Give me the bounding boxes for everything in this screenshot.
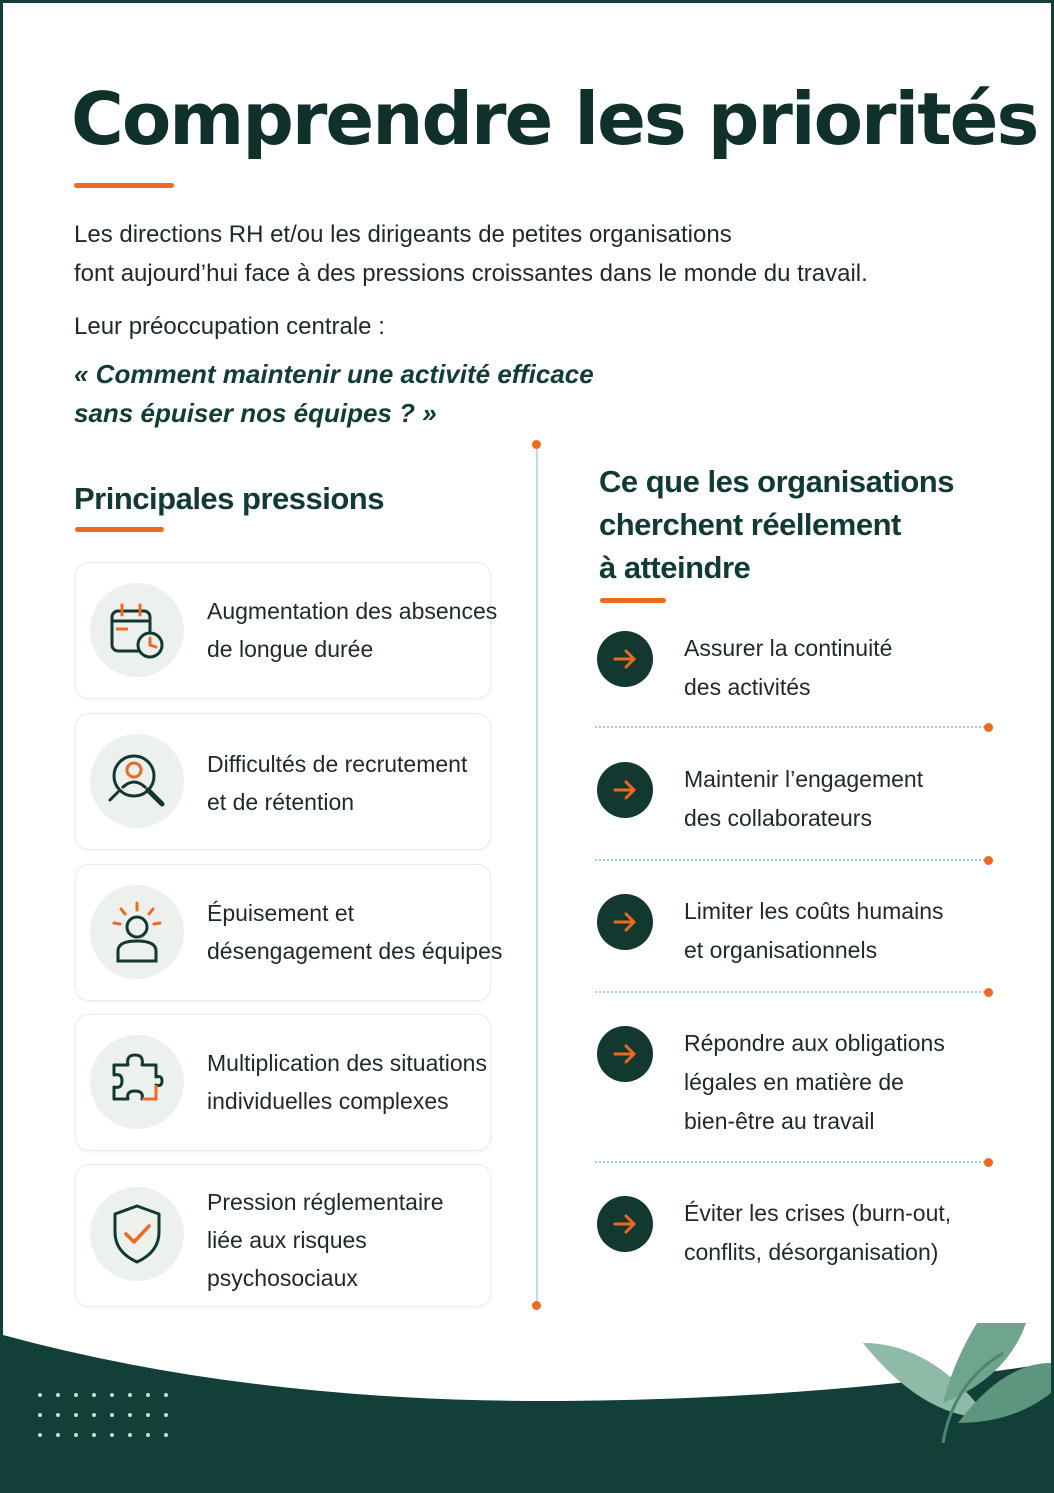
intro-line-2: font aujourd’hui face à des pressions croissantes dans le monde du travail. xyxy=(74,260,868,287)
goal-line: des activités xyxy=(684,674,811,700)
goal-text xyxy=(684,1024,945,1141)
calendar-clock-icon xyxy=(90,583,184,677)
shield-check-svg xyxy=(109,1202,165,1266)
page-title: Comprendre les priorités xyxy=(71,77,1038,161)
person-search-svg xyxy=(104,748,170,814)
pressure-line: Pression réglementaire xyxy=(207,1189,444,1215)
arrow-right-icon xyxy=(597,1196,653,1252)
concern-quote-line-1: « Comment maintenir une activité efficace xyxy=(74,359,594,389)
goal-text xyxy=(684,760,923,838)
pressure-line: Difficultés de recrutement xyxy=(207,751,468,777)
pressure-line: individuelles complexes xyxy=(207,1088,449,1114)
pressure-card-text xyxy=(207,894,502,970)
pressure-card xyxy=(75,562,498,699)
pressure-card-text xyxy=(207,745,467,821)
pressures-title xyxy=(74,477,384,520)
goal-separator-dot xyxy=(984,723,993,732)
pressure-line: et de rétention xyxy=(207,789,355,815)
person-search-icon xyxy=(90,734,184,828)
goal-separator xyxy=(595,726,989,728)
pressure-line: psychosociaux xyxy=(207,1265,358,1291)
concern-quote-line-2: sans épuiser nos équipes ? » xyxy=(74,398,437,428)
goal-separator xyxy=(595,991,989,993)
concern-quote xyxy=(74,355,594,433)
exhausted-person-svg xyxy=(106,899,168,965)
goal-line: Maintenir l’engagement xyxy=(684,766,924,792)
arrow-right-icon xyxy=(597,894,653,950)
pressures-title-underline xyxy=(75,527,164,532)
arrow-right-icon xyxy=(597,762,653,818)
arrow-right-icon xyxy=(597,1026,653,1082)
goal-separator-dot xyxy=(984,1158,993,1167)
column-divider xyxy=(536,445,538,1307)
title-underline xyxy=(74,183,174,188)
intro-paragraph xyxy=(74,215,894,293)
goal-line: Limiter les coûts humains xyxy=(684,898,944,924)
footer-wave xyxy=(3,1323,1051,1490)
concern-label: Leur préoccupation centrale : xyxy=(74,313,385,340)
goals-title-line-3: à atteindre xyxy=(599,550,751,585)
pressure-line: liée aux risques xyxy=(207,1227,367,1253)
goal-separator-dot xyxy=(984,988,993,997)
goal-text xyxy=(684,892,944,970)
pressure-line: Épuisement et xyxy=(207,900,355,926)
pressures-title-text: Principales pressions xyxy=(74,481,384,516)
pressure-card-text xyxy=(207,1183,444,1297)
page xyxy=(3,3,1051,1490)
calendar-clock-svg xyxy=(106,599,168,661)
goal-line: légales en matière de xyxy=(684,1069,904,1095)
goal-separator-dot xyxy=(984,856,993,865)
goal-line: et organisationnels xyxy=(684,937,878,963)
goal-separator xyxy=(595,859,989,861)
pressure-card xyxy=(75,1014,491,1151)
goal-separator xyxy=(595,1161,989,1163)
pressure-card xyxy=(75,864,503,1001)
pressure-card-text xyxy=(207,1044,487,1120)
puzzle-svg xyxy=(106,1051,168,1113)
goal-line: Assurer la continuité xyxy=(684,635,893,661)
puzzle-icon xyxy=(90,1035,184,1129)
pressure-card-text xyxy=(207,592,497,668)
intro-line-1: Les directions RH et/ou les dirigeants de petites organisations xyxy=(74,221,732,248)
pressure-card xyxy=(75,713,491,850)
goals-title-line-1: Ce que les organisations xyxy=(599,464,954,499)
pressure-line: désengagement des équipes xyxy=(207,938,503,964)
goals-title xyxy=(599,460,954,589)
goal-line: Éviter les crises (burn-out, xyxy=(684,1200,952,1226)
arrow-right-icon xyxy=(597,631,653,687)
goal-line: des collaborateurs xyxy=(684,805,872,831)
goal-text xyxy=(684,629,892,707)
goals-title-line-2: cherchent réellement xyxy=(599,507,901,542)
pressure-line: Multiplication des situations xyxy=(207,1050,487,1076)
pressure-line: Augmentation des absences xyxy=(207,598,498,624)
goal-line: Répondre aux obligations xyxy=(684,1030,945,1056)
goal-text xyxy=(684,1194,951,1272)
goals-title-underline xyxy=(600,598,666,603)
exhausted-person-icon xyxy=(90,885,184,979)
divider-bottom-dot xyxy=(532,1301,541,1310)
pressure-card xyxy=(75,1164,491,1307)
goal-line: bien-être au travail xyxy=(684,1108,875,1134)
divider-top-dot xyxy=(532,440,541,449)
pressure-line: de longue durée xyxy=(207,636,374,662)
shield-check-icon xyxy=(90,1187,184,1281)
goal-line: conflits, désorganisation) xyxy=(684,1239,939,1265)
